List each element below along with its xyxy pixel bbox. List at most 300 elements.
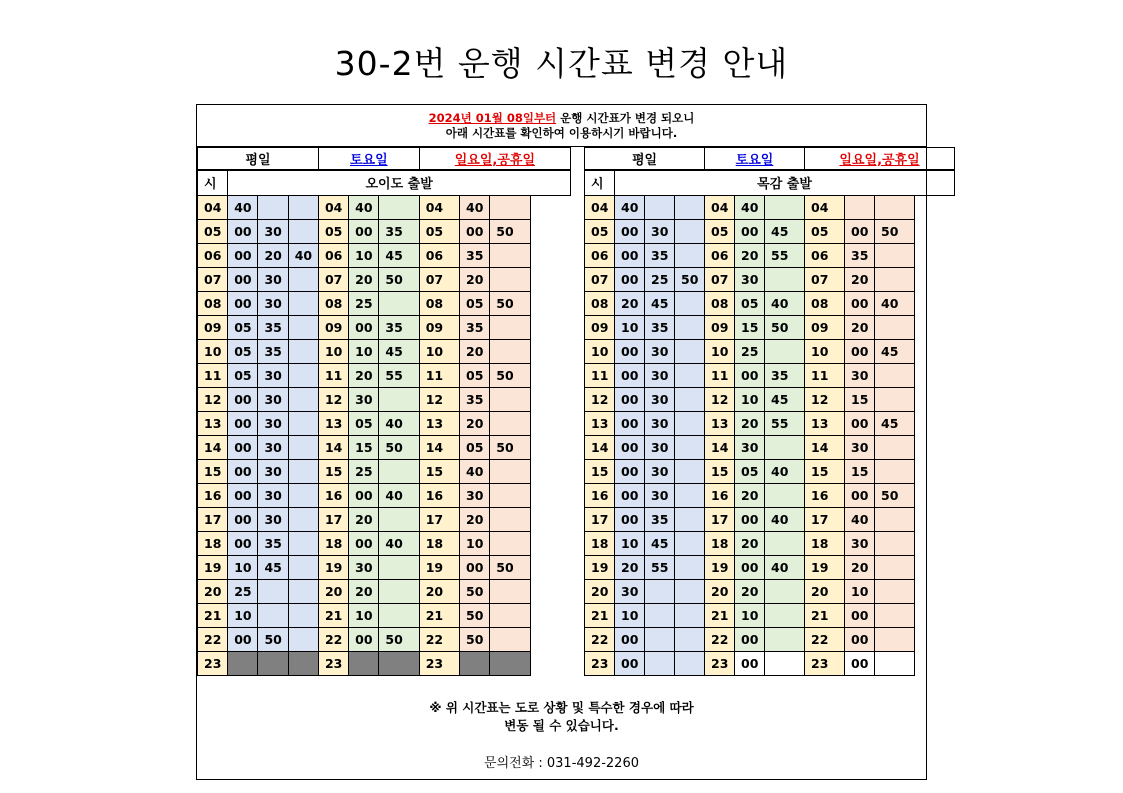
sunday-minute <box>875 508 915 532</box>
sunday-holiday-header <box>419 148 570 170</box>
sunday-hour: 22 <box>419 628 459 652</box>
sunday-minute: 00 <box>845 412 875 436</box>
saturday-hour: 06 <box>318 244 348 268</box>
sunday-minute: 50 <box>490 292 530 316</box>
sunday-minute: 00 <box>845 292 875 316</box>
saturday-minute: 25 <box>349 460 379 484</box>
weekday-minute: 00 <box>228 460 258 484</box>
weekday-hour: 18 <box>198 532 228 556</box>
saturday-minute <box>765 436 805 460</box>
day-type-header-row <box>198 148 571 170</box>
saturday-minute: 20 <box>735 532 765 556</box>
table-row <box>585 196 955 220</box>
weekday-hour: 11 <box>198 364 228 388</box>
table-row <box>198 652 571 676</box>
saturday-minute: 00 <box>735 508 765 532</box>
saturday-minute: 30 <box>735 436 765 460</box>
sunday-minute <box>490 532 530 556</box>
table-row <box>585 436 955 460</box>
weekday-hour: 12 <box>585 388 615 412</box>
sunday-hour: 08 <box>805 292 845 316</box>
saturday-minute: 35 <box>379 220 419 244</box>
sunday-hour: 20 <box>805 580 845 604</box>
weekday-minute: 00 <box>228 508 258 532</box>
saturday-minute: 45 <box>379 340 419 364</box>
saturday-hour: 13 <box>318 412 348 436</box>
weekday-minute: 45 <box>258 556 288 580</box>
weekday-minute: 00 <box>228 220 258 244</box>
sunday-minute: 05 <box>460 292 490 316</box>
weekday-minute: 00 <box>228 628 258 652</box>
weekday-minute: 00 <box>615 652 645 676</box>
sunday-minute: 30 <box>845 436 875 460</box>
weekday-minute: 00 <box>615 340 645 364</box>
sunday-minute <box>490 580 530 604</box>
weekday-minute: 40 <box>228 196 258 220</box>
weekday-minute: 35 <box>258 532 288 556</box>
saturday-hour: 17 <box>705 508 735 532</box>
weekday-minute <box>288 340 318 364</box>
sunday-minute: 10 <box>845 580 875 604</box>
sunday-minute: 00 <box>845 340 875 364</box>
weekday-minute: 20 <box>258 244 288 268</box>
sunday-minute <box>490 244 530 268</box>
sunday-minute: 50 <box>490 364 530 388</box>
weekday-minute <box>258 580 288 604</box>
weekday-minute: 00 <box>615 436 645 460</box>
saturday-label: 토요일 <box>349 152 388 168</box>
table-row <box>585 460 955 484</box>
weekday-minute <box>675 220 705 244</box>
departure-label: 오이도 출발 <box>228 170 571 196</box>
weekday-minute: 30 <box>258 364 288 388</box>
weekday-minute: 00 <box>615 460 645 484</box>
weekday-hour: 20 <box>198 580 228 604</box>
saturday-hour: 08 <box>318 292 348 316</box>
weekday-minute: 50 <box>258 628 288 652</box>
weekday-minute: 30 <box>645 388 675 412</box>
sunday-hour: 12 <box>805 388 845 412</box>
saturday-hour: 06 <box>705 244 735 268</box>
weekday-minute: 10 <box>228 604 258 628</box>
weekday-minute <box>675 340 705 364</box>
table-row <box>198 196 571 220</box>
change-notice <box>197 105 926 147</box>
sunday-hour: 08 <box>419 292 459 316</box>
sunday-hour: 10 <box>419 340 459 364</box>
weekday-hour: 07 <box>198 268 228 292</box>
table-row <box>585 340 955 364</box>
weekday-minute: 30 <box>615 580 645 604</box>
sunday-holiday-label: 일요일,공휴일 <box>839 152 920 168</box>
weekday-minute <box>675 604 705 628</box>
table-row <box>198 316 571 340</box>
sunday-minute: 15 <box>845 388 875 412</box>
saturday-minute <box>765 652 805 676</box>
saturday-hour: 20 <box>705 580 735 604</box>
notice-line1-rest: 운행 시간표가 변경 되오니 <box>556 111 695 125</box>
weekday-hour: 20 <box>585 580 615 604</box>
sunday-minute: 20 <box>460 268 490 292</box>
saturday-minute: 00 <box>735 364 765 388</box>
saturday-hour: 20 <box>318 580 348 604</box>
weekday-minute <box>288 316 318 340</box>
sunday-hour: 14 <box>805 436 845 460</box>
sunday-hour: 04 <box>419 196 459 220</box>
sunday-minute: 45 <box>875 412 915 436</box>
sunday-hour: 15 <box>419 460 459 484</box>
sunday-hour: 21 <box>419 604 459 628</box>
saturday-minute: 10 <box>349 244 379 268</box>
saturday-minute <box>765 484 805 508</box>
weekday-minute: 30 <box>645 220 675 244</box>
sunday-hour: 13 <box>419 412 459 436</box>
weekday-minute <box>288 412 318 436</box>
sunday-minute: 45 <box>875 340 915 364</box>
saturday-minute: 50 <box>379 268 419 292</box>
saturday-minute: 40 <box>379 412 419 436</box>
saturday-minute <box>379 460 419 484</box>
weekday-hour: 10 <box>198 340 228 364</box>
sunday-minute <box>875 436 915 460</box>
weekday-minute <box>675 532 705 556</box>
weekday-minute: 35 <box>258 316 288 340</box>
weekday-minute <box>288 436 318 460</box>
saturday-minute: 20 <box>349 364 379 388</box>
weekday-minute <box>288 268 318 292</box>
sunday-minute: 30 <box>845 364 875 388</box>
sunday-minute: 40 <box>845 508 875 532</box>
weekday-minute <box>675 388 705 412</box>
weekday-hour: 12 <box>198 388 228 412</box>
table-row <box>585 220 955 244</box>
weekday-minute: 30 <box>258 292 288 316</box>
weekday-minute <box>288 292 318 316</box>
weekday-minute: 30 <box>258 508 288 532</box>
weekday-minute <box>675 484 705 508</box>
saturday-minute: 20 <box>349 580 379 604</box>
table-row <box>585 316 955 340</box>
weekday-hour: 04 <box>198 196 228 220</box>
saturday-hour: 12 <box>705 388 735 412</box>
weekday-minute: 30 <box>258 484 288 508</box>
sunday-minute <box>490 652 530 676</box>
weekday-minute <box>288 508 318 532</box>
weekday-hour: 15 <box>585 460 615 484</box>
saturday-hour: 23 <box>705 652 735 676</box>
weekday-minute: 00 <box>228 292 258 316</box>
weekday-minute: 25 <box>228 580 258 604</box>
saturday-minute: 40 <box>765 292 805 316</box>
sunday-hour: 09 <box>805 316 845 340</box>
sunday-minute <box>875 628 915 652</box>
sunday-minute <box>875 244 915 268</box>
weekday-minute: 05 <box>228 340 258 364</box>
sunday-minute: 20 <box>460 508 490 532</box>
saturday-minute <box>765 580 805 604</box>
weekday-minute <box>675 436 705 460</box>
weekday-minute <box>258 604 288 628</box>
saturday-minute <box>379 652 419 676</box>
weekday-minute <box>675 652 705 676</box>
saturday-minute: 55 <box>765 412 805 436</box>
saturday-minute: 15 <box>349 436 379 460</box>
saturday-hour: 17 <box>318 508 348 532</box>
weekday-hour: 09 <box>198 316 228 340</box>
saturday-hour: 18 <box>705 532 735 556</box>
weekday-minute <box>645 196 675 220</box>
saturday-hour: 18 <box>318 532 348 556</box>
saturday-hour: 22 <box>705 628 735 652</box>
saturday-minute: 00 <box>735 220 765 244</box>
weekday-minute: 45 <box>645 292 675 316</box>
table-row <box>198 268 571 292</box>
sunday-hour: 23 <box>805 652 845 676</box>
table-row <box>585 244 955 268</box>
saturday-minute <box>765 532 805 556</box>
sunday-hour: 19 <box>805 556 845 580</box>
weekday-minute <box>288 556 318 580</box>
sunday-minute <box>875 364 915 388</box>
sunday-minute <box>490 628 530 652</box>
table-row <box>198 580 571 604</box>
weekday-hour: 05 <box>585 220 615 244</box>
sunday-minute: 50 <box>460 604 490 628</box>
saturday-hour: 15 <box>318 460 348 484</box>
saturday-minute <box>379 508 419 532</box>
weekday-minute <box>288 628 318 652</box>
saturday-hour: 22 <box>318 628 348 652</box>
sunday-minute <box>460 652 490 676</box>
weekday-minute: 00 <box>615 388 645 412</box>
saturday-hour: 12 <box>318 388 348 412</box>
sunday-minute <box>875 316 915 340</box>
sunday-minute: 50 <box>460 580 490 604</box>
table-row <box>198 628 571 652</box>
weekday-minute: 00 <box>228 532 258 556</box>
saturday-minute <box>379 556 419 580</box>
weekday-minute: 00 <box>228 244 258 268</box>
weekday-hour: 14 <box>585 436 615 460</box>
saturday-minute: 00 <box>349 220 379 244</box>
saturday-hour: 21 <box>318 604 348 628</box>
sunday-minute: 10 <box>460 532 490 556</box>
weekday-hour: 19 <box>198 556 228 580</box>
weekday-minute: 00 <box>615 364 645 388</box>
saturday-minute: 45 <box>765 220 805 244</box>
sunday-minute: 00 <box>845 220 875 244</box>
weekday-minute <box>288 532 318 556</box>
weekday-minute: 05 <box>228 316 258 340</box>
saturday-minute: 20 <box>735 484 765 508</box>
saturday-minute: 20 <box>735 412 765 436</box>
sunday-minute <box>845 196 875 220</box>
weekday-minute: 10 <box>615 604 645 628</box>
saturday-minute: 30 <box>349 388 379 412</box>
departure-header-row <box>585 170 955 196</box>
sunday-minute <box>490 196 530 220</box>
sunday-minute: 50 <box>490 556 530 580</box>
sunday-minute <box>875 532 915 556</box>
sunday-hour: 07 <box>419 268 459 292</box>
saturday-minute: 00 <box>349 628 379 652</box>
sunday-minute: 20 <box>845 268 875 292</box>
saturday-minute: 30 <box>735 268 765 292</box>
sunday-minute <box>875 196 915 220</box>
weekday-minute <box>258 196 288 220</box>
weekday-minute <box>675 196 705 220</box>
weekday-minute <box>228 652 258 676</box>
weekday-minute: 00 <box>615 484 645 508</box>
weekday-minute <box>675 508 705 532</box>
sunday-hour: 17 <box>805 508 845 532</box>
weekday-minute: 00 <box>615 268 645 292</box>
saturday-hour: 09 <box>318 316 348 340</box>
saturday-minute: 00 <box>349 316 379 340</box>
page-title: 30-2번 운행 시간표 변경 안내 <box>334 44 789 83</box>
saturday-hour: 19 <box>705 556 735 580</box>
saturday-minute: 25 <box>349 292 379 316</box>
sunday-minute <box>490 388 530 412</box>
sunday-minute <box>875 580 915 604</box>
saturday-minute: 10 <box>735 604 765 628</box>
sunday-minute: 15 <box>845 460 875 484</box>
sunday-minute: 35 <box>460 244 490 268</box>
table-row <box>198 532 571 556</box>
departure-header-row <box>198 170 571 196</box>
weekday-minute <box>675 580 705 604</box>
table-row <box>585 556 955 580</box>
weekday-minute: 20 <box>615 292 645 316</box>
timetable-frame <box>196 104 927 780</box>
table-row <box>198 244 571 268</box>
saturday-minute: 10 <box>349 340 379 364</box>
weekday-minute: 10 <box>615 316 645 340</box>
saturday-hour: 19 <box>318 556 348 580</box>
sunday-minute: 35 <box>460 388 490 412</box>
weekday-minute: 30 <box>645 364 675 388</box>
saturday-minute <box>379 196 419 220</box>
weekday-minute <box>645 652 675 676</box>
table-row <box>585 412 955 436</box>
saturday-minute: 50 <box>379 628 419 652</box>
table-row <box>585 292 955 316</box>
sunday-minute: 20 <box>460 340 490 364</box>
weekday-minute <box>645 580 675 604</box>
saturday-hour: 21 <box>705 604 735 628</box>
footer-line-2: 변동 될 수 있습니다. <box>504 718 619 733</box>
sunday-hour: 14 <box>419 436 459 460</box>
sunday-hour: 06 <box>419 244 459 268</box>
sunday-hour: 22 <box>805 628 845 652</box>
sunday-hour: 18 <box>805 532 845 556</box>
weekday-hour: 21 <box>585 604 615 628</box>
sunday-minute: 30 <box>460 484 490 508</box>
saturday-minute: 40 <box>765 508 805 532</box>
sunday-holiday-header <box>805 148 955 170</box>
weekday-minute: 25 <box>645 268 675 292</box>
weekday-minute: 30 <box>645 484 675 508</box>
sunday-holiday-label: 일요일,공휴일 <box>454 152 536 168</box>
weekday-hour: 15 <box>198 460 228 484</box>
sunday-minute: 20 <box>845 556 875 580</box>
weekday-hour: 16 <box>585 484 615 508</box>
sunday-minute <box>490 316 530 340</box>
saturday-minute: 35 <box>765 364 805 388</box>
saturday-hour: 04 <box>705 196 735 220</box>
weekday-hour: 14 <box>198 436 228 460</box>
weekday-hour: 08 <box>585 292 615 316</box>
sunday-minute: 00 <box>460 556 490 580</box>
table-row <box>198 484 571 508</box>
table-row <box>585 364 955 388</box>
weekday-minute: 00 <box>228 388 258 412</box>
sunday-hour: 06 <box>805 244 845 268</box>
day-type-header-row <box>585 148 955 170</box>
saturday-hour: 15 <box>705 460 735 484</box>
table-row <box>198 460 571 484</box>
weekday-header: 평일 <box>198 148 319 170</box>
saturday-minute: 20 <box>349 268 379 292</box>
sunday-minute: 50 <box>460 628 490 652</box>
weekday-minute <box>288 484 318 508</box>
weekday-minute: 00 <box>228 484 258 508</box>
weekday-minute: 40 <box>288 244 318 268</box>
weekday-minute: 10 <box>228 556 258 580</box>
saturday-minute <box>379 580 419 604</box>
weekday-minute <box>675 316 705 340</box>
weekday-minute: 30 <box>258 388 288 412</box>
weekday-minute: 10 <box>615 532 645 556</box>
table-row <box>585 508 955 532</box>
sunday-minute: 30 <box>845 532 875 556</box>
sunday-minute <box>490 484 530 508</box>
footer-line-1: ※ 위 시간표는 도로 상황 및 특수한 경우에 따라 <box>429 700 694 715</box>
weekday-minute: 35 <box>645 508 675 532</box>
saturday-minute <box>765 196 805 220</box>
weekday-minute: 30 <box>258 460 288 484</box>
saturday-minute: 15 <box>735 316 765 340</box>
weekday-hour: 21 <box>198 604 228 628</box>
sunday-minute: 00 <box>460 220 490 244</box>
sunday-minute: 50 <box>875 484 915 508</box>
sunday-hour: 10 <box>805 340 845 364</box>
weekday-minute: 00 <box>228 412 258 436</box>
sunday-hour: 16 <box>805 484 845 508</box>
saturday-hour: 16 <box>705 484 735 508</box>
weekday-minute <box>645 604 675 628</box>
notice-line-1 <box>197 111 926 126</box>
oido-departure-table <box>197 147 571 676</box>
weekday-minute <box>288 364 318 388</box>
sunday-minute: 40 <box>460 196 490 220</box>
saturday-label: 토요일 <box>735 152 774 168</box>
table-row <box>198 436 571 460</box>
weekday-minute: 45 <box>645 532 675 556</box>
saturday-hour: 23 <box>318 652 348 676</box>
hour-header: 시 <box>198 170 228 196</box>
table-row <box>585 268 955 292</box>
weekday-hour: 09 <box>585 316 615 340</box>
weekday-minute: 40 <box>615 196 645 220</box>
weekday-minute: 00 <box>615 628 645 652</box>
sunday-minute: 50 <box>875 220 915 244</box>
sunday-minute <box>875 460 915 484</box>
sunday-hour: 09 <box>419 316 459 340</box>
sunday-minute: 50 <box>490 436 530 460</box>
weekday-minute: 35 <box>645 244 675 268</box>
saturday-minute: 10 <box>735 388 765 412</box>
